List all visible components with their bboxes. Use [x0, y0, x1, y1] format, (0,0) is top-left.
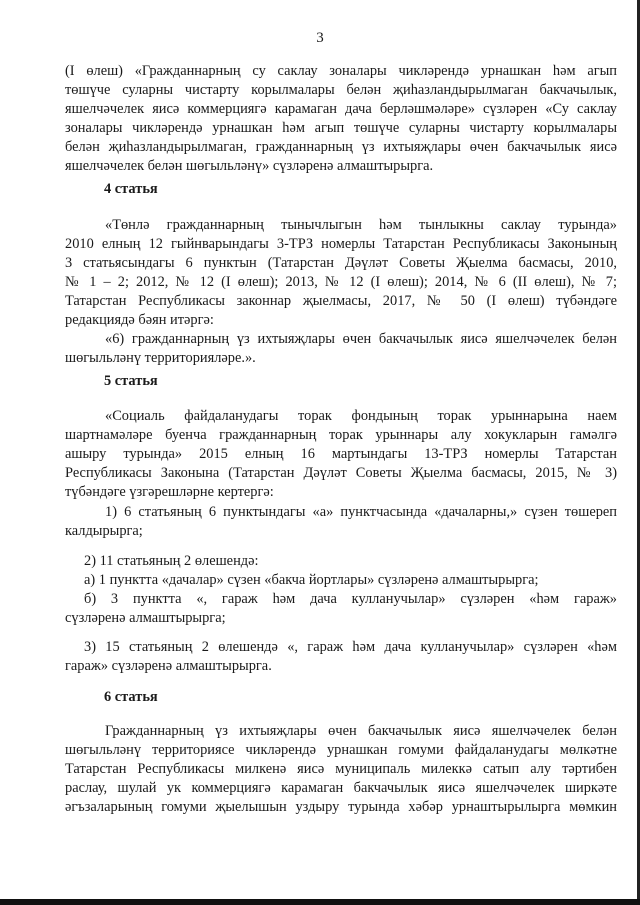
paragraph-line: № 1 – 2; 2012, № 12 (I өлеш); 2013, № 12 (I өлеш); 2014, № 6 (II өлеш), № 7; — [65, 274, 617, 290]
paragraph-line: 1) 6 статьяның 6 пунктындагы «а» пунктчасында «дачаларны,» сүзен төшереп — [105, 504, 617, 520]
page-number: 3 — [316, 30, 324, 46]
article-heading-5: 5 статья — [104, 373, 158, 389]
article-heading-4: 4 статья — [104, 181, 158, 197]
list-item: а) 1 пунктта «дачалар» сүзен «бакча йортлары» сүзләренә алмаштырырга; — [84, 572, 539, 588]
paragraph-line: Гражданнарның үз ихтыяҗлары өчен бакчачылык яисә яшелчәчелек белән — [105, 723, 617, 739]
list-item: б) 3 пунктта «, гараж һәм дача кулланучылар» сүзләрен «һәм гараж» — [84, 591, 617, 607]
paragraph-line: шөгыльләнү территориясе чикләрендә урнашкан гомуми файдаланудагы мөлкәтне — [65, 742, 617, 758]
paragraph-line: (I өлеш) «Гражданнарның су саклау зоналары чикләрендә урнашкан һәм агып — [65, 63, 617, 79]
paragraph-line: редакциядә бәян итәргә: — [65, 312, 214, 328]
paragraph-line: әгъзаларының гомуми җыелышын уздыру турында хәбәр урнаштырылырга мөмкин — [65, 799, 617, 815]
paragraph-line: түбәндәге үзгәрешләрне кертергә: — [65, 484, 274, 500]
paragraph-line: раслау, шулай ук коммерциягә карамаган бакчачылык яисә яшелчәчелек ширкәте — [65, 780, 617, 796]
article-heading-6: 6 статья — [104, 689, 158, 705]
paragraph-line: белән җиһазландырылмаган, гражданнарның үз ихтыяҗлары өчен бакчачылык яисә — [65, 139, 617, 155]
paragraph-line: зоналары чикләрендә урнашкан һәм агып төшүче суларны чистарту корылмалары — [65, 120, 617, 136]
paragraph-line: 2010 елның 12 гыйнварындагы 3-ТРЗ номерлы Татарстан Республикасы Законының — [65, 236, 617, 252]
paragraph-line: шартнамәләре буенча гражданнарның торак урыннары алу хокукларын гамәлгә — [65, 427, 617, 443]
paragraph-line: сүзләренә алмаштырырга; — [65, 610, 226, 626]
paragraph-line: 3 статьясындагы 6 пунктын (Татарстан Дәүләт Советы Җыелма басмасы, 2010, — [65, 255, 617, 271]
paragraph-line: Татарстан Республикасы законнар җыелмасы, 2017, № 50 (I өлеш) түбәндәге — [65, 293, 617, 309]
paragraph-line: гараж» сүзләренә алмаштырырга. — [65, 658, 272, 674]
paragraph-line: Татарстан Республикасы милкенә яисә муниципаль милеккә сатып алу тәртибен — [65, 761, 617, 777]
paragraph-line: шөгыльләнү территорияләре.». — [65, 350, 256, 366]
list-item: 3) 15 статьяның 2 өлешендә «, гараж һәм дача кулланучылар» сүзләрен «һәм — [84, 639, 617, 655]
scan-edge-bottom — [0, 899, 640, 905]
paragraph-line: яшелчәчелек белән шөгыльләнү» сүзләренә алмаштырырга. — [65, 158, 434, 174]
paragraph-line: төшүче суларны чистарту корылмалары белән җиһазландырылмаган бакчачылык, — [65, 82, 617, 98]
paragraph-line: Республикасы Законына (Татарстан Дәүләт Советы Җыелма басмасы, 2015, № 3) — [65, 465, 617, 481]
paragraph-line: ашыру турында» 2015 елның 16 мартындагы 13-ТРЗ номерлы Татарстан — [65, 446, 617, 462]
paragraph-line: калдырырга; — [65, 523, 143, 539]
paragraph-line: яшелчәчелек яисә коммерциягә карамаган дача берләшмәләре» сүзләрен «Су саклау — [65, 101, 617, 117]
list-item: 2) 11 статьяның 2 өлешендә: — [84, 553, 259, 569]
paragraph-line: «Социаль файдаланудагы торак фондының торак урыннарына наем — [105, 408, 617, 424]
paragraph-line: «6) гражданнарның үз ихтыяҗлары өчен бакчачылык яисә яшелчәчелек белән — [105, 331, 617, 347]
paragraph-line: «Төнлә гражданнарның тынычлыгын һәм тынлыкны саклау турында» — [105, 217, 617, 233]
